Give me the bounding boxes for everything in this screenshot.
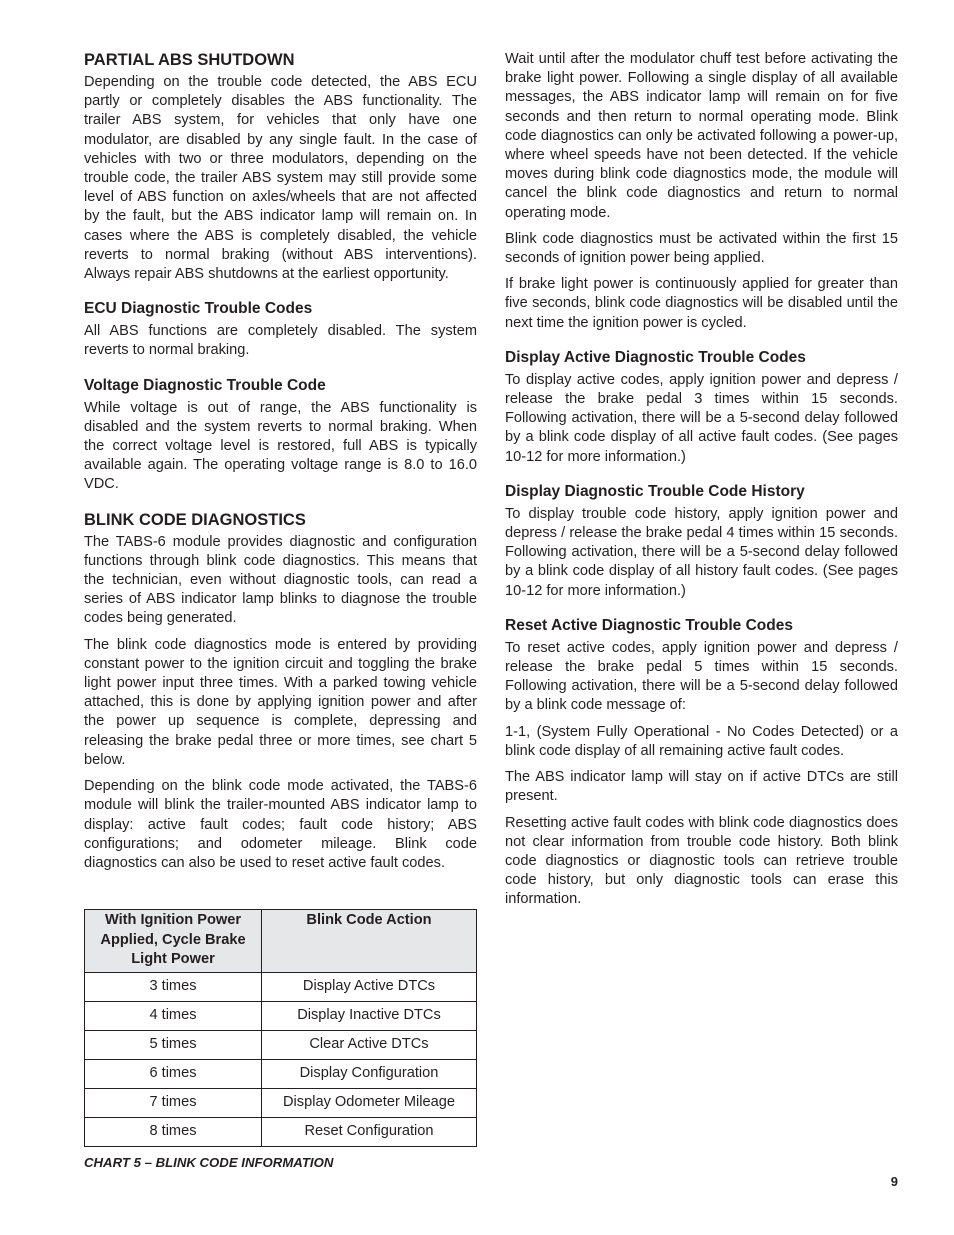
table-cell-cycles: 8 times [85,1117,262,1146]
left-column [84,50,477,1170]
table-row [85,1088,477,1117]
chart-caption: CHART 5 – BLINK CODE INFORMATION [84,1154,334,1170]
reset-active-dtc-heading: Reset Active Diagnostic Trouble Codes [505,616,793,634]
blink-code-diagnostics-heading: BLINK CODE DIAGNOSTICS [84,510,306,529]
blink-code-table [84,909,477,1147]
table-cell-cycles: 4 times [85,1001,262,1030]
table-cell-cycles: 5 times [85,1030,262,1059]
table-row [85,1117,477,1146]
right-paragraph-2: Blink code diagnostics must be activated within the first 15 seconds of ignition power being applied. [505,230,898,267]
ecu-dtc-heading: ECU Diagnostic Trouble Codes [84,300,313,318]
reset-active-dtc-paragraph-3: The ABS indicator lamp will stay on if active DTCs are still present. [505,769,898,805]
right-paragraph-1: Wait until after the modulator chuff test before activating the brake light power. Following a single display of all available messages, the ABS indicator lamp will remain on for five seconds and then return to normal operating mode. Blink code diagnostics can only be activated following a power-up, where wheel speeds have not been detected. If the vehicle moves during blink code diagnostics mode, the module will cancel the blink code diagnostics and return to normal operating mode. [505,51,898,221]
partial-abs-shutdown-paragraph: Depending on the trouble code detected, the ABS ECU partly or completely disables the ABS functionality. The trailer ABS system, for vehicles that only have one modulator, are disabled by any single fault. In the case of vehicles with two or three modulators, depending on the trouble code, the trailer ABS system may still provide some level of ABS function on axles/wheels that are not affected by the fault, but the ABS indicator lamp will remain on. In cases where the ABS is completely disabled, the vehicle reverts to normal braking (without ABS interventions). Always repair ABS shutdowns at the earliest opportunity. [84,74,477,283]
table-cell-action: Clear Active DTCs [262,1030,477,1059]
table-cell-action: Display Inactive DTCs [262,1001,477,1030]
blink-code-paragraph-2: The blink code diagnostics mode is entered by providing constant power to the ignition circuit and toggling the brake light power input three times. With a parked towing vehicle attached, this is done by applying ignition power and after the power up sequence is complete, depressing and releasing the brake pedal three or more times, see chart 5 below. [84,636,477,768]
table-cell-action: Display Odometer Mileage [262,1088,477,1117]
table-cell-cycles: 7 times [85,1088,262,1117]
voltage-dtc-heading: Voltage Diagnostic Trouble Code [84,376,326,394]
table-cell-action: Reset Configuration [262,1117,477,1146]
table-header-action: Blink Code Action [262,910,477,973]
voltage-dtc-paragraph: While voltage is out of range, the ABS functionality is disabled and the system reverts to normal braking. When the correct voltage level is restored, full ABS is typically available again. The operating voltage range is 8.0 to 16.0 VDC. [84,399,477,493]
right-paragraph-3: If brake light power is continuously applied for greater than five seconds, blink code diagnostics will be disabled until the next time the ignition power is cycled. [505,276,898,331]
table-cell-action: Display Configuration [262,1059,477,1088]
display-active-dtc-paragraph: To display active codes, apply ignition power and depress / release the brake pedal 3 times within 15 seconds. Following activation, there will be a 5-second delay followed by a blink code display of all active fault codes. (See pages 10-12 for more information.) [505,371,898,465]
table-row [85,972,477,1001]
table-cell-cycles: 6 times [85,1059,262,1088]
table-header-ignition: With Ignition Power Applied, Cycle Brake Light Power [85,910,262,973]
blink-code-paragraph-1: The TABS-6 module provides diagnostic and configuration functions through blink code diagnostics. This means that the technician, even without diagnostic tools, can read a series of ABS indicator lamp blinks to diagnose the trouble codes being generated. [84,533,477,627]
table-row [85,1001,477,1030]
table-cell-action: Display Active DTCs [262,972,477,1001]
partial-abs-shutdown-heading: PARTIAL ABS SHUTDOWN [84,51,295,69]
ecu-dtc-paragraph: All ABS functions are completely disabled. The system reverts to normal braking. [84,323,477,359]
reset-active-dtc-paragraph-1: To reset active codes, apply ignition power and depress / release the brake pedal 5 times within 15 seconds. Following activation, there will be a 5-second delay followed by a blink code message of: [505,639,898,714]
display-dtc-history-paragraph: To display trouble code history, apply ignition power and depress / release the brake pedal 4 times within 15 seconds. Following activation, there will be a 5-second delay followed by a blink code display of all history fault codes. (See pages 10-12 for more information.) [505,505,898,599]
table-row [85,1030,477,1059]
reset-active-dtc-paragraph-2: 1-1, (System Fully Operational - No Codes Detected) or a blink code display of all remaining active fault codes. [505,723,898,759]
page-number: 9 [890,1174,898,1189]
table-header-row [85,910,477,973]
blink-code-paragraph-3: Depending on the blink code mode activated, the TABS-6 module will blink the trailer-mounted ABS indicator lamp to display: active fault codes; fault code history; ABS configurations; and odometer mileage. Blink code diagnostics can also be used to reset active fault codes. [84,778,477,871]
right-column [505,50,898,917]
display-dtc-history-heading: Display Diagnostic Trouble Code History [505,482,805,500]
table-row [85,1059,477,1088]
reset-active-dtc-paragraph-4: Resetting active fault codes with blink code diagnostics does not clear information from trouble code history. Both blink code diagnostics or diagnostic tools can retrieve trouble code history, but only diagnostic tools can erase this information. [505,814,898,908]
display-active-dtc-heading: Display Active Diagnostic Trouble Codes [505,348,806,366]
table-cell-cycles: 3 times [85,972,262,1001]
